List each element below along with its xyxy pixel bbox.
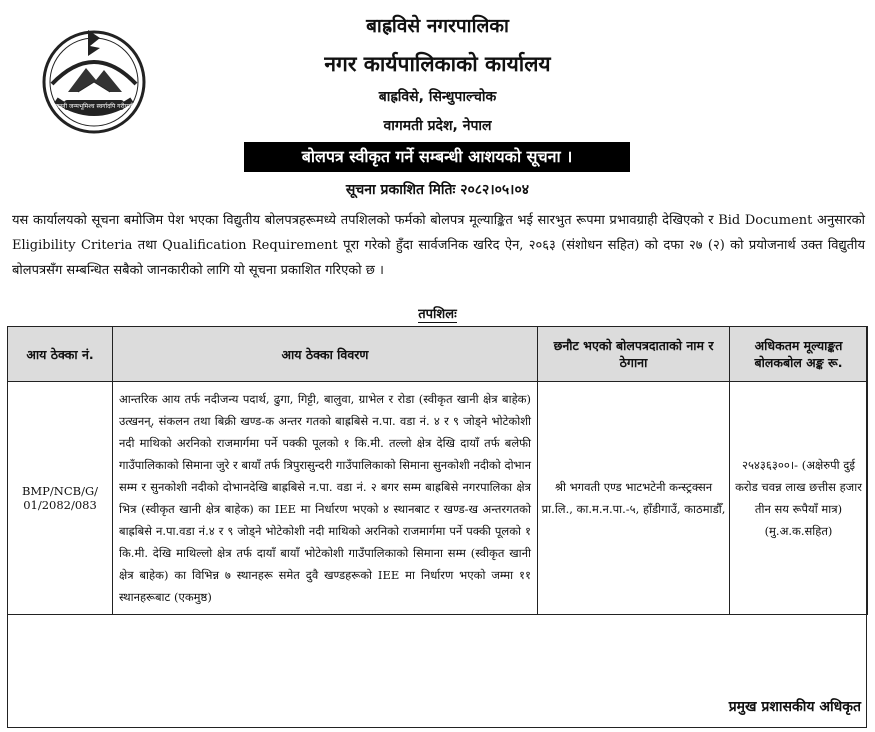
- office-address: बाह्रविसे, सिन्धुपाल्चोक: [378, 89, 497, 105]
- published-date: सूचना प्रकाशित मितिः २०८२।०५।०४: [345, 182, 530, 198]
- cell-contract-no: BMP/NCB/G/ 01/2082/083: [8, 382, 113, 615]
- header-amount: अधिकतम मूल्याङ्कत बोलकबोल अङ्क रू.: [730, 327, 868, 382]
- table-header-row: [8, 327, 868, 382]
- signature: प्रमुख प्रशासकीय अधिकृत: [728, 699, 861, 715]
- notice-intro: यस कार्यालयको सूचना बमोजिम पेश भएका विद्युतीय बोलपत्रहरूमध्ये तपशिलको फर्मको बोलपत्र मूल्याङ्कित भई सारभुत रूपमा प्रभावग्राही देखिएको र Bid Document अनुसारको Eligibility Criteria तथा Qualification Requirement पूरा गरेको हुँदा सार्वजनिक खरिद ऐन, २०६३ (संशोधन सहित) को दफा २७ (२) को प्रयोजनार्थ उक्त विद्युतीय बोलपत्रसँग सम्बन्धित सबैको जानकारीको लागि यो सूचना प्रकाशित गरिएको छ ।: [12, 213, 865, 278]
- notice-title: बोलपत्र स्वीकृत गर्ने सम्बन्धी आशयको सूचना ।: [244, 142, 630, 172]
- details-heading: [0, 304, 875, 322]
- office-province: वागमती प्रदेश, नेपाल: [383, 118, 492, 134]
- header-contract-no: आय ठेक्का नं.: [8, 327, 113, 382]
- cell-amount: २५४३६३००।- (अक्षेरुपी दुई करोड चवन्न लाख छत्तीस हजार तीन सय रूपैयाँ मात्र) (मु.अ.क.सहित): [730, 382, 868, 615]
- contract-table: [7, 326, 868, 615]
- table-row: [8, 382, 868, 615]
- header-description: आय ठेक्का विवरण: [113, 327, 538, 382]
- emblem-caption: जननी जन्मभूमिश्च स्वर्गादपि गरीयसी: [54, 103, 134, 110]
- office-name: नगर कार्यपालिकाको कार्यालय: [324, 52, 551, 76]
- details-heading-text: तपशिलः: [418, 307, 457, 322]
- municipality-name: बाह्रविसे नगरपालिका: [366, 15, 509, 37]
- cell-description: आन्तरिक आय तर्फ नदीजन्य पदार्थ, ढुगा, गिट्टी, बालुवा, ग्राभेल र रोडा (स्वीकृत खानी क्षेत्र बाहेक) उत्खनन्, संकलन तथा बिक्री खण्ड-क अन्तर गतको बाह्रबिसे न.पा. वडा नं. ४ र ९ जोड्ने भोटेकोशी नदी माथिको अरनिको राजमार्गमा पर्ने पक्की पूलको १ कि.मी. तल्लो क्षेत्र देखि दायाँ तर्फ बलेफी गाउँपालिकाको सिमाना जुरे र बायाँ तर्फ त्रिपुरासुन्दरी गाउँपालिकाको सिमाना सुनकोशी नदीको दोभान सम्म र सुनकोशी नदीको दोभानदेखि बाह्रबिसे न.पा. वडा नं. २ बगर सम्म बाह्रबिसे नगरपालिका क्षेत्र भित्र (स्वीकृत खानी क्षेत्र बाहेक) का IEE मा निर्धारण भएको ४ स्थानबाट र खण्ड-ख अन्तरगतको बाह्रबिसे न.पा.वडा नं.४ र ९ जोड्ने भोटेकोशी नदी माथिको अरनिको राजमार्गमा पर्ने पक्की पूलको १ कि.मी. देखि माथिल्लो क्षेत्र तर्फ दायाँ बायाँ भोटेकोशी गाउँपालिकाको सिमाना सम्म (स्वीकृत खानी क्षेत्र बाहेक) का विभिन्न ७ स्थानहरू समेत दुवै खण्डहरूको IEE मा निर्धारण भएको जम्मा ११ स्थानहरूबाट (एकमुष्ठ): [113, 382, 538, 615]
- header-bidder: छनौट भएको बोलपत्रदाताको नाम र ठेगाना: [538, 327, 730, 382]
- cell-bidder: श्री भगवती एण्ड भाटभटेनी कन्स्ट्रक्सन प्रा.लि., का.म.न.पा.-५, हाँडीगाउँ, काठमाडौँ,: [538, 382, 730, 615]
